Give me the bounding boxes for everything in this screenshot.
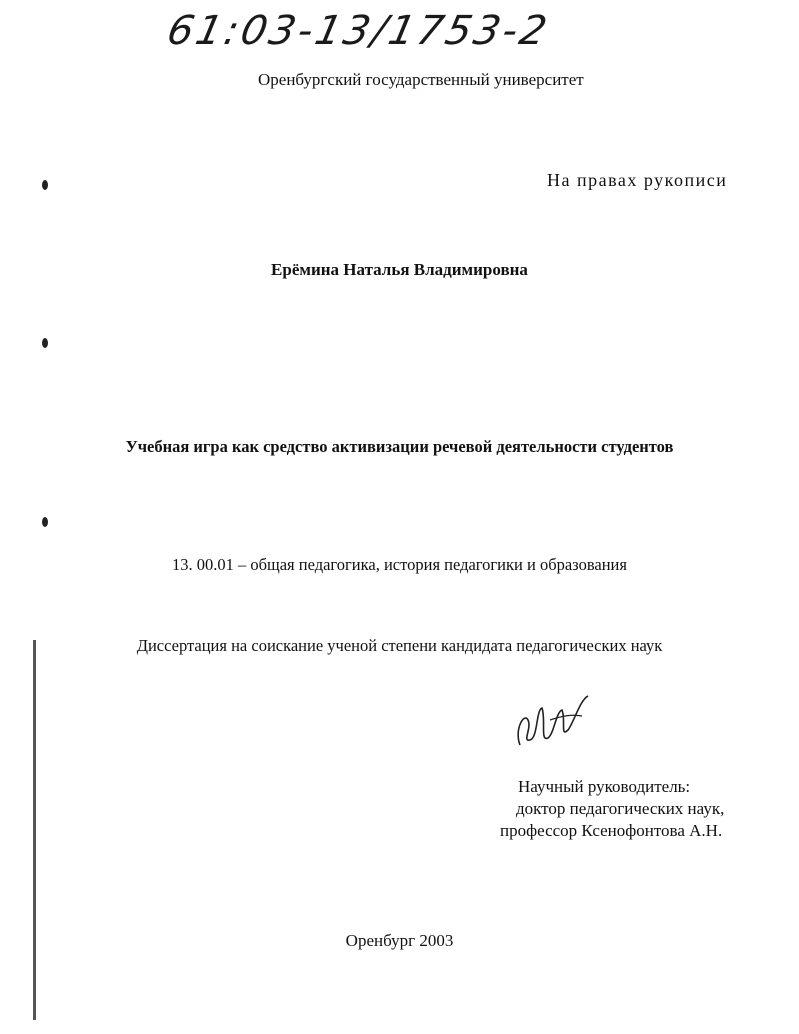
- scan-edge: [33, 640, 36, 1020]
- signature-icon: [510, 690, 600, 760]
- university-name: Оренбургский государственный университет: [258, 70, 584, 89]
- supervisor-degree: доктор педагогических наук,: [516, 799, 725, 818]
- archive-stamp-handwritten: 61:03-13/1753-2: [163, 8, 554, 54]
- city-year: Оренбург 2003: [345, 931, 454, 950]
- supervisor-block: [500, 776, 724, 842]
- binding-hole: [42, 517, 48, 527]
- supervisor-name: профессор Ксенофонтова А.Н.: [500, 821, 723, 840]
- dissertation-type: Диссертация на соискание ученой степени кандидата педагогических наук: [136, 636, 663, 655]
- author-name: Ерёмина Наталья Владимировна: [271, 260, 528, 279]
- binding-hole: [42, 180, 48, 190]
- rights-note: На правах рукописи: [547, 170, 728, 190]
- supervisor-label: Научный руководитель:: [518, 777, 691, 796]
- binding-hole: [42, 338, 48, 348]
- dissertation-title: Учебная игра как средство активизации речевой деятельности студентов: [125, 437, 674, 456]
- specialty-code: 13. 00.01 – общая педагогика, история педагогики и образования: [172, 555, 627, 574]
